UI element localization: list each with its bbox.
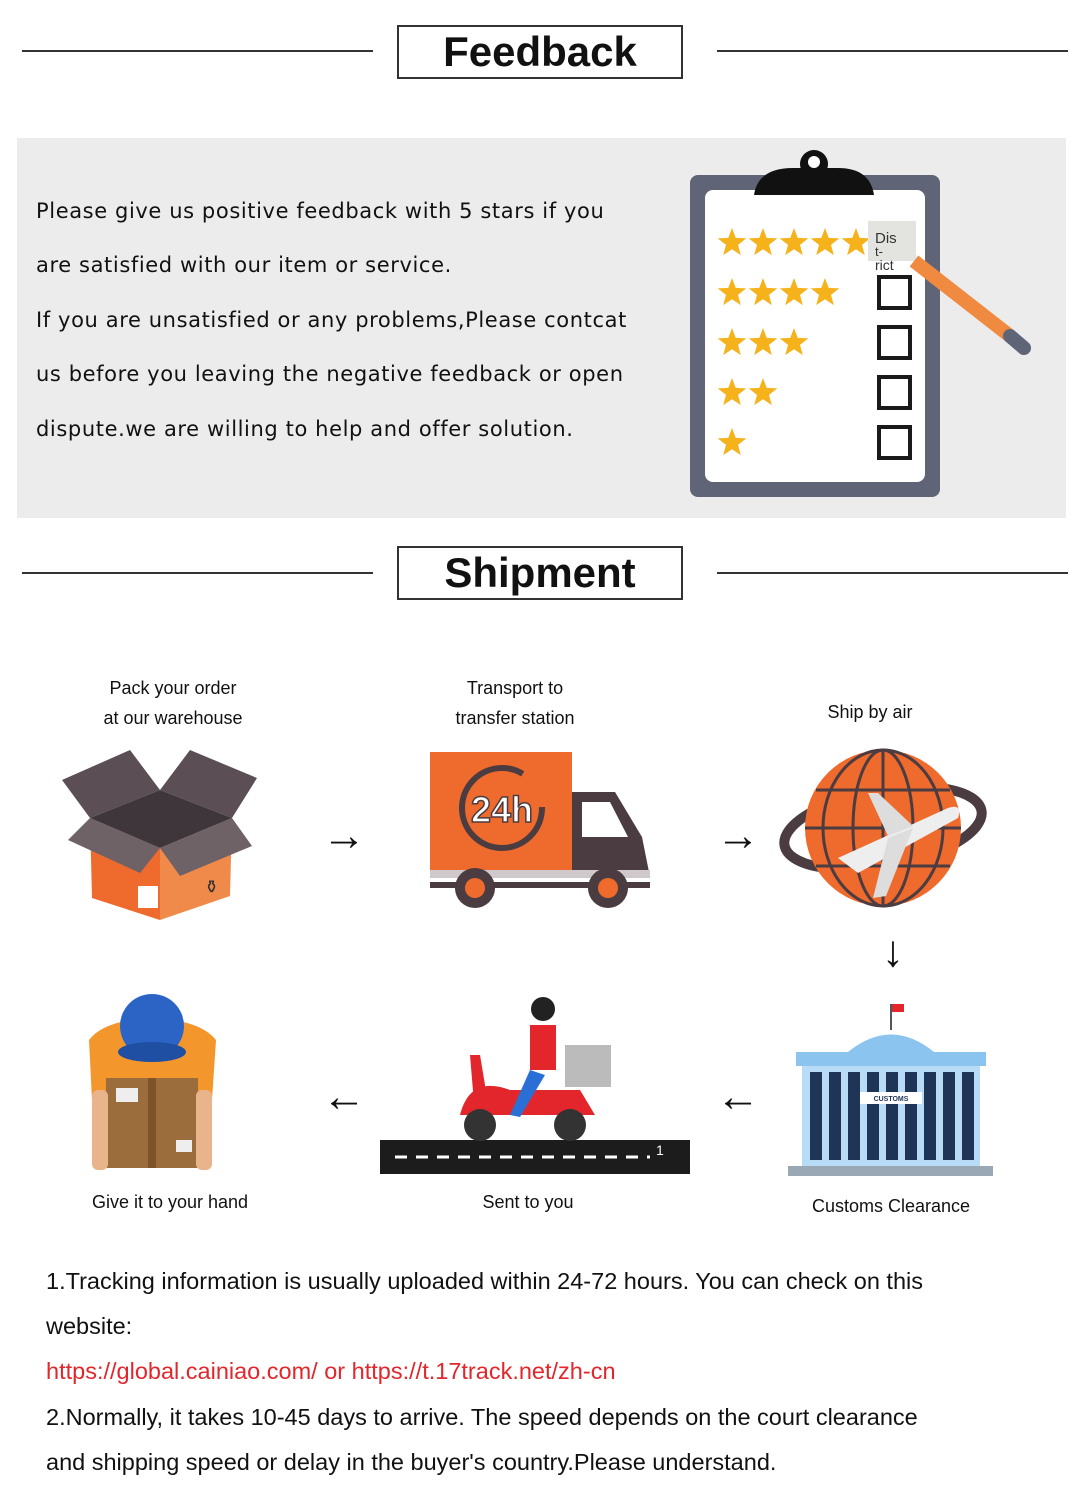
- pillar: [962, 1072, 974, 1160]
- divider-line: [22, 50, 373, 52]
- divider-line: [717, 572, 1068, 574]
- step-label-pack: [103, 673, 242, 733]
- box-icon: [60, 748, 260, 923]
- pillar: [943, 1072, 955, 1160]
- pillar: [848, 1072, 860, 1160]
- arrow-right-icon: →: [322, 811, 366, 860]
- divider-line: [22, 572, 373, 574]
- pillar: [886, 1072, 898, 1160]
- pillar: [867, 1072, 879, 1160]
- tracking-info-text: 1.Tracking information is usually uploaded within 24-72 hours. You can check on this: [46, 1268, 923, 1294]
- arrow-right-icon: →: [716, 811, 760, 860]
- step-label-transport: [455, 673, 574, 733]
- customs-sign: CUSTOMS: [873, 1096, 909, 1103]
- feedback-text-line: are satisfied with our item or service.: [36, 253, 452, 277]
- divider-line: [717, 50, 1068, 52]
- step-label-sent: Sent to you: [482, 1192, 574, 1212]
- label-line: transfer station: [455, 708, 575, 728]
- label-line: Pack your order: [109, 678, 237, 698]
- feedback-text-line: us before you leaving the negative feedback or open: [36, 362, 624, 386]
- label-line: Transport to: [466, 678, 564, 698]
- arrow-left-icon: ←: [322, 1072, 366, 1121]
- shipment-heading: Shipment: [397, 546, 683, 600]
- svg-text:⚱: ⚱: [204, 877, 220, 898]
- note-text: t-: [875, 244, 883, 259]
- delivery-person-icon: [84, 990, 220, 1178]
- arrow-left-icon: ←: [716, 1072, 760, 1121]
- road-number: 1: [656, 1142, 664, 1158]
- step-label-air: Ship by air: [827, 702, 913, 722]
- pillar: [829, 1072, 841, 1160]
- tracking-links[interactable]: https://global.cainiao.com/ or https://t.17track.net/zh-cn: [46, 1358, 616, 1384]
- feedback-text-line: If you are unsatisfied or any problems,Please contcat: [36, 308, 627, 332]
- label-line: at our warehouse: [103, 708, 243, 728]
- truck-badge: 24h: [470, 789, 534, 830]
- truck-icon: [430, 752, 652, 912]
- feedback-heading: Feedback: [397, 25, 683, 79]
- pillar: [810, 1072, 822, 1160]
- clipboard-rating-icon: [688, 148, 1038, 500]
- feedback-text-line: Please give us positive feedback with 5 stars if you: [36, 199, 605, 223]
- tracking-info-text: website:: [46, 1313, 133, 1339]
- pillar: [924, 1072, 936, 1160]
- scooter-icon: [380, 995, 692, 1177]
- delivery-time-text: 2.Normally, it takes 10-45 days to arrive. The speed depends on the court clearance: [46, 1404, 918, 1430]
- step-label-customs: Customs Clearance: [811, 1196, 971, 1216]
- delivery-time-text: and shipping speed or delay in the buyer's country.Please understand.: [46, 1449, 777, 1475]
- customs-building-icon: [788, 1002, 993, 1182]
- note-text: Dis: [875, 230, 897, 247]
- note-text: rict: [875, 257, 894, 273]
- step-label-give: Give it to your hand: [91, 1192, 249, 1212]
- globe-plane-icon: [778, 748, 988, 913]
- arrow-down-icon: ↓: [882, 927, 904, 976]
- feedback-text-line: dispute.we are willing to help and offer solution.: [36, 417, 574, 441]
- pillar: [905, 1072, 917, 1160]
